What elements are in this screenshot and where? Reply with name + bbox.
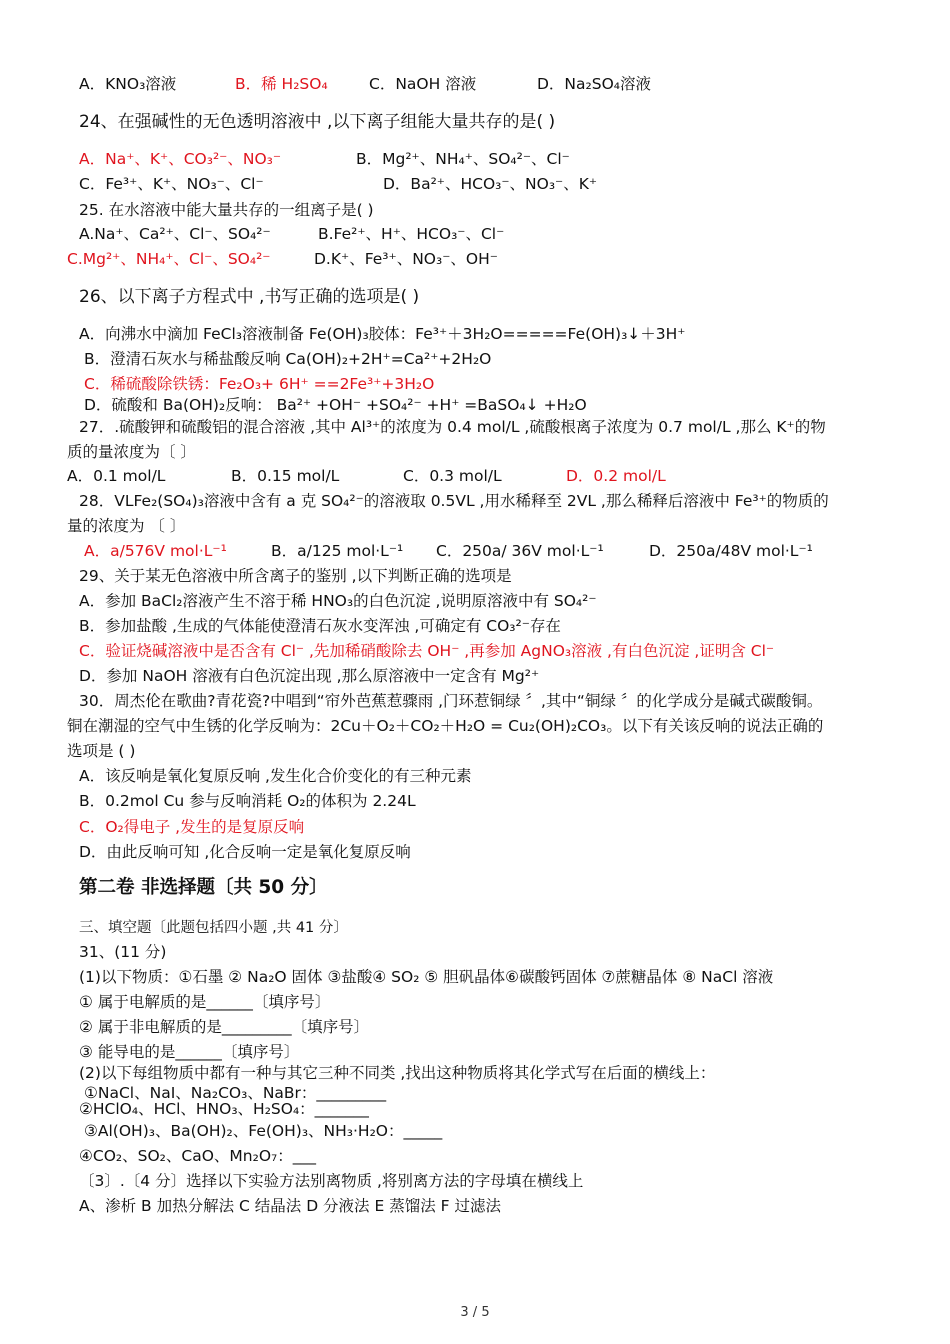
q30-stem-line1: 30．周杰伦在歌曲?青花瓷?中唱到“帘外芭蕉惹骤雨 ,门环惹铜绿 〞,其中“铜绿 〞的化学成分是碱式碳酸铜。 — [79, 692, 823, 710]
q28-option-b: B．a/125 mol·L⁻¹ — [271, 542, 404, 560]
q23-option-c: C．NaOH 溶液 — [369, 75, 477, 93]
q27-option-c: C．0.3 mol/L — [403, 467, 502, 485]
q31-part3-stem: 〔3〕.〔4 分〕选择以下实验方法别离物质 ,将别离方法的字母填在横线上 — [79, 1172, 584, 1190]
q24-option-b: B．Mg²⁺、NH₄⁺、SO₄²⁻、Cl⁻ — [356, 150, 570, 168]
q31-part2-c: ③Al(OH)₃、Ba(OH)₂、Fe(OH)₃、NH₃·H₂O：_____ — [84, 1122, 443, 1140]
q31-part2-stem: (2)以下每组物质中都有一种与其它三种不同类 ,找出这种物质将其化学式写在后面的横线上： — [79, 1064, 716, 1082]
q27-option-d: D．0.2 mol/L — [566, 467, 666, 485]
q23-option-b: B．稀 H₂SO₄ — [235, 75, 328, 93]
q24-stem: 24、在强碱性的无色透明溶液中 ,以下离子组能大量共存的是( ) — [79, 112, 556, 132]
q30-stem-line3: 选项是 ( ) — [67, 742, 136, 760]
q27-option-a: A．0.1 mol/L — [67, 467, 166, 485]
q30-option-c: C．O₂得电子 ,发生的是复原反响 — [79, 818, 305, 836]
q30-option-b: B．0.2mol Cu 参与反响消耗 O₂的体积为 2.24L — [79, 792, 416, 810]
q25-option-c: C.Mg²⁺、NH₄⁺、Cl⁻、SO₄²⁻ — [67, 250, 271, 268]
section-heading: 三、填空题〔此题包括四小题 ,共 41 分〕 — [79, 920, 348, 936]
q30-option-a: A．该反响是氧化复原反响 ,发生化合价变化的有三种元素 — [79, 767, 472, 785]
q28-option-d: D．250a/48V mol·L⁻¹ — [649, 542, 813, 560]
q25-stem: 25. 在水溶液中能大量共存的一组离子是( ) — [79, 201, 374, 219]
q28-option-a: A．a/576V mol·L⁻¹ — [84, 542, 227, 560]
q31-part1-b: ② 属于非电解质的是_________〔填序号〕 — [79, 1018, 370, 1036]
q31-part2-a: ①NaCl、NaI、Na₂CO₃、NaBr：_________ — [84, 1084, 387, 1102]
q28-stem-line1: 28．VLFe₂(SO₄)₃溶液中含有 a 克 SO₄²⁻的溶液取 0.5VL ,用水稀释至 2VL ,那么稀释后溶液中 Fe³⁺的物质的 — [79, 492, 829, 510]
q25-option-a: A.Na⁺、Ca²⁺、Cl⁻、SO₄²⁻ — [79, 225, 271, 243]
q28-stem-line2: 量的浓度为 〔 〕 — [67, 517, 186, 535]
q31-part1-a: ① 属于电解质的是______〔填序号〕 — [79, 993, 331, 1011]
q26-stem: 26、以下离子方程式中 ,书写正确的选项是( ) — [79, 287, 420, 307]
q29-option-b: B．参加盐酸 ,生成的气体能使澄清石灰水变浑浊 ,可确定有 CO₃²⁻存在 — [79, 617, 561, 635]
q27-stem-line2: 质的量浓度为〔 〕 — [67, 443, 196, 461]
q31-head: 31、(11 分) — [79, 943, 167, 961]
q23-option-a: A．KNO₃溶液 — [79, 75, 177, 93]
part2-title: 第二卷 非选择题〔共 50 分〕 — [79, 877, 328, 898]
q28-option-c: C．250a/ 36V mol·L⁻¹ — [436, 542, 604, 560]
q29-option-c: C．验证烧碱溶液中是否含有 Cl⁻ ,先加稀硝酸除去 OH⁻ ,再参加 AgNO₃溶液 ,有白色沉淀 ,证明含 Cl⁻ — [79, 642, 775, 660]
q27-stem-line1: 27．.硫酸钾和硫酸铝的混合溶液 ,其中 Al³⁺的浓度为 0.4 mol/L ,硫酸根离子浓度为 0.7 mol/L ,那么 K⁺的物 — [79, 418, 826, 436]
q29-stem: 29、关于某无色溶液中所含离子的鉴别 ,以下判断正确的选项是 — [79, 567, 512, 585]
q31-part2-d: ④CO₂、SO₂、CaO、Mn₂O₇：___ — [79, 1147, 316, 1165]
q26-option-d: D．硫酸和 Ba(OH)₂反响： Ba²⁺ +OH⁻ +SO₄²⁻ +H⁺ =BaSO₄↓ +H₂O — [84, 396, 587, 414]
q26-option-c: C．稀硫酸除铁锈：Fe₂O₃+ 6H⁺ ==2Fe³⁺+3H₂O — [84, 375, 435, 393]
q31-part3-options: A、渗析 B 加热分解法 C 结晶法 D 分液法 E 蒸馏法 F 过滤法 — [79, 1197, 501, 1215]
q25-option-b: B.Fe²⁺、H⁺、HCO₃⁻、Cl⁻ — [318, 225, 505, 243]
q26-option-b: B．澄清石灰水与稀盐酸反响 Ca(OH)₂+2H⁺=Ca²⁺+2H₂O — [84, 350, 492, 368]
q31-part2-b: ②HClO₄、HCl、HNO₃、H₂SO₄：_______ — [79, 1100, 369, 1118]
q27-option-b: B．0.15 mol/L — [231, 467, 340, 485]
q25-option-d: D.K⁺、Fe³⁺、NO₃⁻、OH⁻ — [314, 250, 498, 268]
q29-option-d: D．参加 NaOH 溶液有白色沉淀出现 ,那么原溶液中一定含有 Mg²⁺ — [79, 667, 540, 685]
page-number: 3 / 5 — [460, 1305, 490, 1320]
q24-option-c: C．Fe³⁺、K⁺、NO₃⁻、Cl⁻ — [79, 175, 264, 193]
q31-part1-c: ③ 能导电的是______〔填序号〕 — [79, 1043, 300, 1061]
q24-option-d: D．Ba²⁺、HCO₃⁻、NO₃⁻、K⁺ — [383, 175, 598, 193]
q29-option-a: A．参加 BaCl₂溶液产生不溶于稀 HNO₃的白色沉淀 ,说明原溶液中有 SO₄²⁻ — [79, 592, 597, 610]
q30-stem-line2: 铜在潮湿的空气中生锈的化学反响为：2Cu＋O₂＋CO₂＋H₂O = Cu₂(OH)₂CO₃。以下有关该反响的说法正确的 — [67, 717, 824, 735]
q26-option-a: A．向沸水中滴加 FeCl₃溶液制备 Fe(OH)₃胶体：Fe³⁺＋3H₂O=====Fe(OH)₃↓＋3H⁺ — [79, 325, 686, 343]
q23-option-d: D．Na₂SO₄溶液 — [537, 75, 651, 93]
q30-option-d: D．由此反响可知 ,化合反响一定是氧化复原反响 — [79, 843, 411, 861]
q31-part1-list: (1)以下物质：①石墨 ② Na₂O 固体 ③盐酸④ SO₂ ⑤ 胆矾晶体⑥碳酸钙固体 ⑦蔗糖晶体 ⑧ NaCl 溶液 — [79, 968, 774, 986]
q24-option-a: A．Na⁺、K⁺、CO₃²⁻、NO₃⁻ — [79, 150, 282, 168]
